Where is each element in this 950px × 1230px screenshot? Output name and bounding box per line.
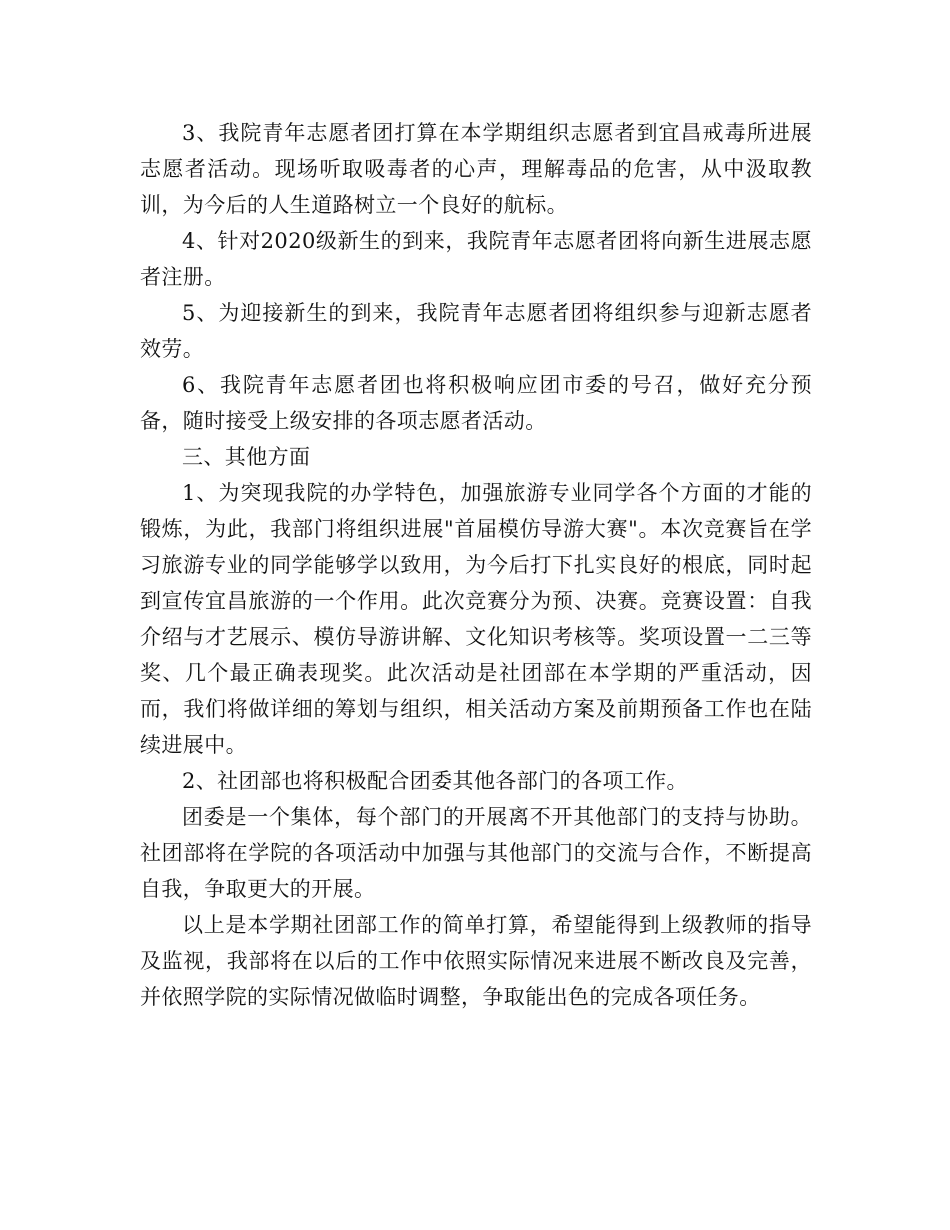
paragraph-respond-call: 6、我院青年志愿者团也将积极响应团市委的号召，做好充分预备，随时接受上级安排的各项志愿者活动。 [140, 373, 812, 433]
paragraph-conclusion: 以上是本学期社团部工作的简单打算，希望能得到上级教师的指导及监视，我部将在以后的工作中依照实际情况来进展不断改良及完善，并依照学院的实际情况做临时调整，争取能出色的完成各项任务。 [140, 913, 812, 1009]
paragraph-volunteer-registration: 4、针对2020级新生的到来，我院青年志愿者团将向新生进展志愿者注册。 [140, 229, 812, 289]
document-body [140, 115, 812, 1015]
section-heading-other: 三、其他方面 [182, 445, 311, 469]
paragraph-tour-guide-contest: 1、为突现我院的办学特色，加强旅游专业同学各个方面的才能的锻炼，为此，我部门将组织进展"首届模仿导游大赛"。本次竞赛旨在学习旅游专业的同学能够学以致用，为今后打下扎实良好的根底，同时起到宣传宜昌旅游的一个作用。此次竞赛分为预、决赛。竞赛设置：自我介绍与才艺展示、模仿导游讲解、文化知识考核等。奖项设置一二三等奖、几个最正确表现奖。此次活动是社团部在本学期的严重活动，因而，我们将做详细的筹划与组织，相关活动方案及前期预备工作也在陆续进展中。 [140, 481, 812, 757]
paragraph-welcome-freshmen: 5、为迎接新生的到来，我院青年志愿者团将组织参与迎新志愿者效劳。 [140, 301, 812, 361]
paragraph-league-collective: 团委是一个集体，每个部门的开展离不开其他部门的支持与协助。社团部将在学院的各项活动中加强与其他部门的交流与合作，不断提高自我，争取更大的开展。 [140, 805, 812, 901]
paragraph-cooperate-departments: 2、社团部也将积极配合团委其他各部门的各项工作。 [182, 769, 688, 793]
paragraph-volunteer-rehab-visit: 3、我院青年志愿者团打算在本学期组织志愿者到宜昌戒毒所进展志愿者活动。现场听取吸毒者的心声，理解毒品的危害，从中汲取教训，为今后的人生道路树立一个良好的航标。 [140, 121, 812, 217]
